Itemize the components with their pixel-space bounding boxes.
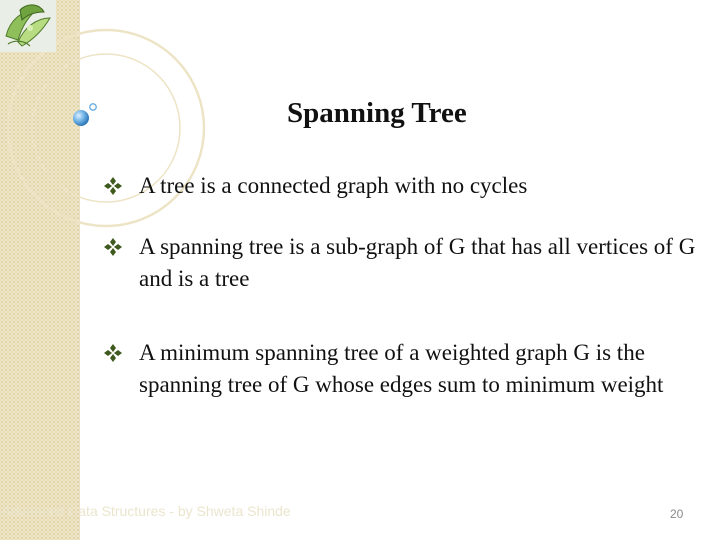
diamond-bullet-icon bbox=[103, 343, 123, 363]
bullet-item bbox=[103, 337, 703, 401]
decorative-left-band bbox=[0, 0, 79, 540]
diamond-bullet-icon bbox=[103, 237, 123, 257]
bullet-text: A minimum spanning tree of a weighted graph G is the spanning tree of G whose edges sum to minimum weight bbox=[139, 340, 664, 397]
slide-footer: Advanced Data Structures - by Shweta Shinde bbox=[2, 503, 291, 519]
bullet-item bbox=[103, 231, 703, 295]
page-number: 20 bbox=[670, 507, 684, 521]
diamond-bullet-icon bbox=[103, 176, 123, 196]
band-divider bbox=[79, 0, 80, 540]
bullet-list bbox=[103, 170, 703, 401]
bullet-text: A spanning tree is a sub-graph of G that has all vertices of G and is a tree bbox=[139, 234, 696, 291]
slide-title: Spanning Tree bbox=[287, 97, 467, 129]
bullet-item bbox=[103, 170, 703, 202]
small-blue-orb-icon bbox=[90, 104, 96, 110]
green-leaf-logo-icon bbox=[0, 0, 56, 52]
bullet-text: A tree is a connected graph with no cycles bbox=[139, 173, 528, 198]
